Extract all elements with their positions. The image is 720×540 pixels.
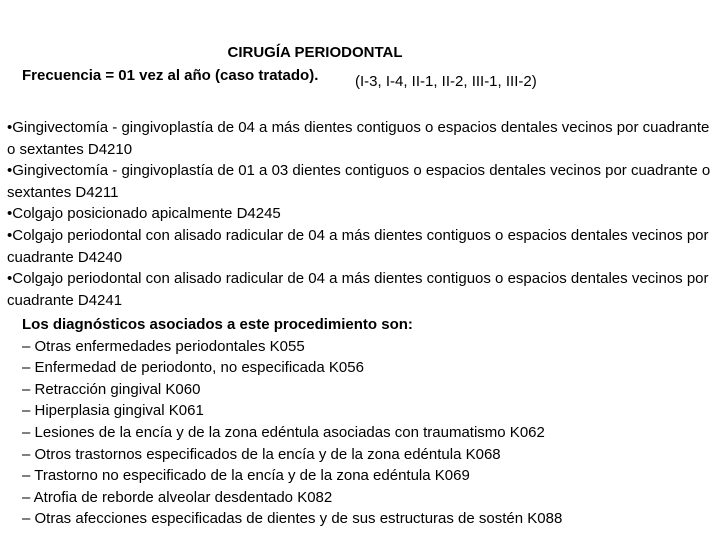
diagnosis-item: – Retracción gingival K060 xyxy=(22,380,201,398)
diagnosis-item: – Atrofia de reborde alveolar desdentado K082 xyxy=(22,488,333,506)
page-title xyxy=(0,44,720,61)
diagnosis-item: – Otras afecciones especificadas de dientes y de sus estructuras de sostén K088 xyxy=(22,510,563,528)
procedure-item: •Gingivectomía - gingivoplastía de 01 a 03 dientes contiguos o espacios dentales vecinos por cuadrante o sextantes D4211 xyxy=(7,162,711,201)
procedure-item: •Colgajo posicionado apicalmente D4245 xyxy=(7,205,281,223)
diagnosis-item: – Hiperplasia gingival K061 xyxy=(22,402,204,420)
diagnosis-item: – Trastorno no especificado de la encía y de la zona edéntula K069 xyxy=(22,467,470,485)
procedure-item: •Gingivectomía - gingivoplastía de 04 a más dientes contiguos o espacios dentales vecinos por cuadrante o sextantes D4210 xyxy=(7,119,710,158)
diagnosis-item: – Otros trastornos especificados de la encía y de la zona edéntula K068 xyxy=(22,445,501,463)
diagnosis-item: – Otras enfermedades periodontales K055 xyxy=(22,337,305,355)
diagnosis-title: Los diagnósticos asociados a este procedimiento son: xyxy=(22,316,413,333)
procedure-item: •Colgajo periodontal con alisado radicular de 04 a más dientes contiguos o espacios dentales vecinos por cuadrante D4240 xyxy=(7,226,709,266)
diagnosis-item: – Lesiones de la encía y de la zona edéntula asociadas con traumatismo K062 xyxy=(22,423,545,441)
diagnosis-section xyxy=(22,314,712,530)
page-title-text: CIRUGÍA PERIODONTAL xyxy=(227,44,403,61)
diagnosis-item: – Enfermedad de periodonto, no especificada K056 xyxy=(22,359,364,377)
procedure-list xyxy=(7,117,713,311)
frequency-text: Frecuencia = 01 vez al año (caso tratado). xyxy=(22,67,319,84)
procedure-item: •Colgajo periodontal con alisado radicular de 04 a más dientes contiguos o espacios dentales vecinos por cuadrante D4241 xyxy=(7,270,709,309)
codes-text: (I-3, I-4, II-1, II-2, III-1, III-2) xyxy=(355,73,537,90)
